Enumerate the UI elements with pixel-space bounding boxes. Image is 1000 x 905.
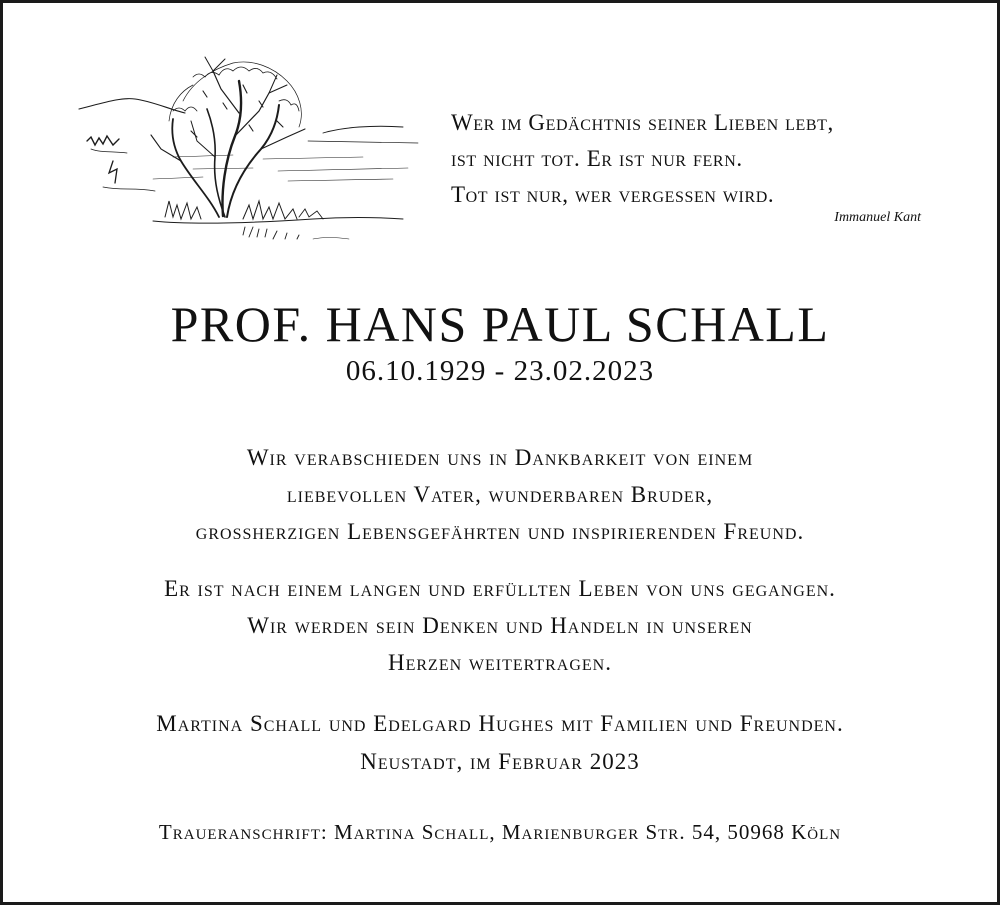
text-line: Er ist nach einem langen und erfüllten Leben von uns gegangen. (164, 576, 836, 601)
farewell-paragraph (3, 439, 997, 550)
place-date-line: Neustadt, im Februar 2023 (360, 749, 640, 774)
quote-line: ist nicht tot. Er ist nur fern. (451, 146, 743, 171)
quote-line: Wer im Gedächtnis seiner Lieben lebt, (451, 110, 834, 135)
text-line: liebevollen Vater, wunderbaren Bruder, (286, 482, 714, 507)
deceased-name: PROF. HANS PAUL SCHALL (170, 296, 830, 352)
remembrance-paragraph (3, 570, 997, 681)
quote-author: Immanuel Kant (834, 210, 921, 225)
tree-sketch-icon (73, 41, 433, 256)
mourners-line: Martina Schall und Edelgard Hughes mit Familien und Freunden. (156, 711, 844, 736)
text-line: Wir verabschieden uns in Dankbarkeit von einem (246, 445, 754, 470)
text-line: Herzen weitertragen. (387, 650, 612, 675)
quote-block (451, 105, 931, 213)
text-line: grossherzigen Lebensgefährten und inspirierenden Freund. (195, 519, 805, 544)
life-dates: 06.10.1929 - 23.02.2023 (345, 355, 655, 387)
mourning-address: Traueranschrift: Martina Schall, Marienburger Str. 54, 50968 Köln (158, 820, 842, 844)
text-line: Wir werden sein Denken und Handeln in unseren (247, 613, 753, 638)
signature-block (3, 705, 997, 781)
quote-line: Tot ist nur, wer vergessen wird. (451, 182, 775, 207)
